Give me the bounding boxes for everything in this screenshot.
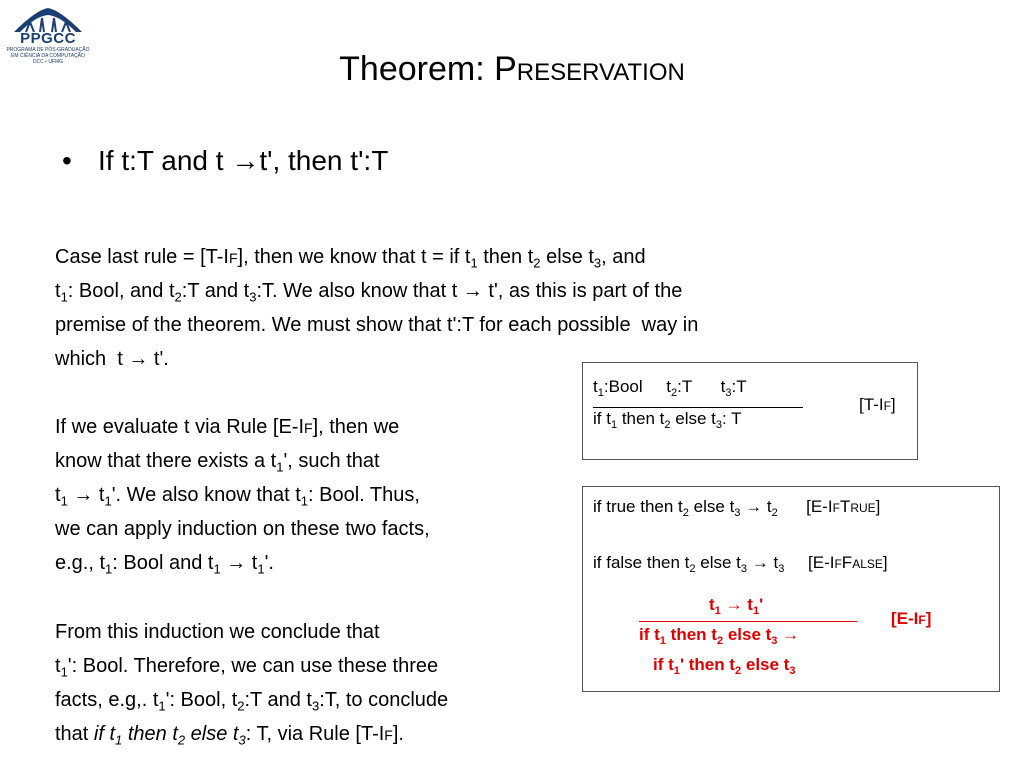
tif-inference-line: [593, 407, 803, 408]
paragraph-case: Case last rule = [T-If], then we know that t = if $t_1$ then $t_2$ else $t_3$, and $t_1$: Bool, and $t_2:T$ and $t_3:T$. We also know that t → t', as this is part of the premise of the theorem. We must show that t':T for each possible way in which t → t'.: [55, 246, 699, 370]
eiffalse-rule: if false then $t_2$ else $t_3 \to t_3$ [E-IfFalse]: [593, 553, 888, 575]
tif-label: [T-If]: [859, 395, 896, 414]
tif-conclusion: if $t_1$ then $t_2$ else $t_3$: T: [593, 409, 742, 431]
eif-label: [E-If]: [891, 609, 932, 628]
eif-conclusion-2: if $t_1'$ then $t_2$ else $t_3$: [653, 655, 796, 677]
logo-subtitle: PROGRAMA DE PÓS-GRADUAÇÃO EM CIÊNCIA DA COMPUTAÇÃO DCC • UFMG: [6, 47, 90, 65]
tif-premises: $t_1:Bool$ $t_2:T$ $t_3:T$: [593, 377, 747, 399]
eif-premise: $t_1 \to t_1'$: [709, 595, 764, 617]
paragraph-conclude: From this induction we conclude that $t_1'$: Bool. Therefore, we can use these three facts, e.g,. $t_1'$: Bool, $t_2:T$ and $t_3:T$, to conclude that if $t_1$ then $t_2$ else $t_3$: T, via Rule [T-If].: [55, 621, 449, 748]
rule-box-tif: [582, 362, 918, 460]
eif-conclusion-1: if $t_1$ then $t_2$ else $t_3$ →: [639, 625, 800, 647]
eif-inference-line: [639, 621, 857, 622]
rule-box-eval: [582, 486, 1000, 692]
slide-title: Theorem: Preservation: [339, 50, 685, 88]
paragraph-evaluate: If we evaluate t via Rule [E-If], then we know that there exists a $t_1'$, such that $t_1 \to t_1'$. We also know that $t_1$: Bool. Thus, we can apply induction on these two facts, e.g., $t_1$: Bool and $t_1 \to t_1'$.: [55, 416, 430, 577]
logo-text: PPGCC: [20, 30, 76, 47]
eiftrue-rule: if true then $t_2$ else $t_3 \to t_2$ [E-IfTrue]: [593, 497, 881, 519]
bullet-statement: • If t:T and t →t', then t':T: [62, 145, 389, 176]
